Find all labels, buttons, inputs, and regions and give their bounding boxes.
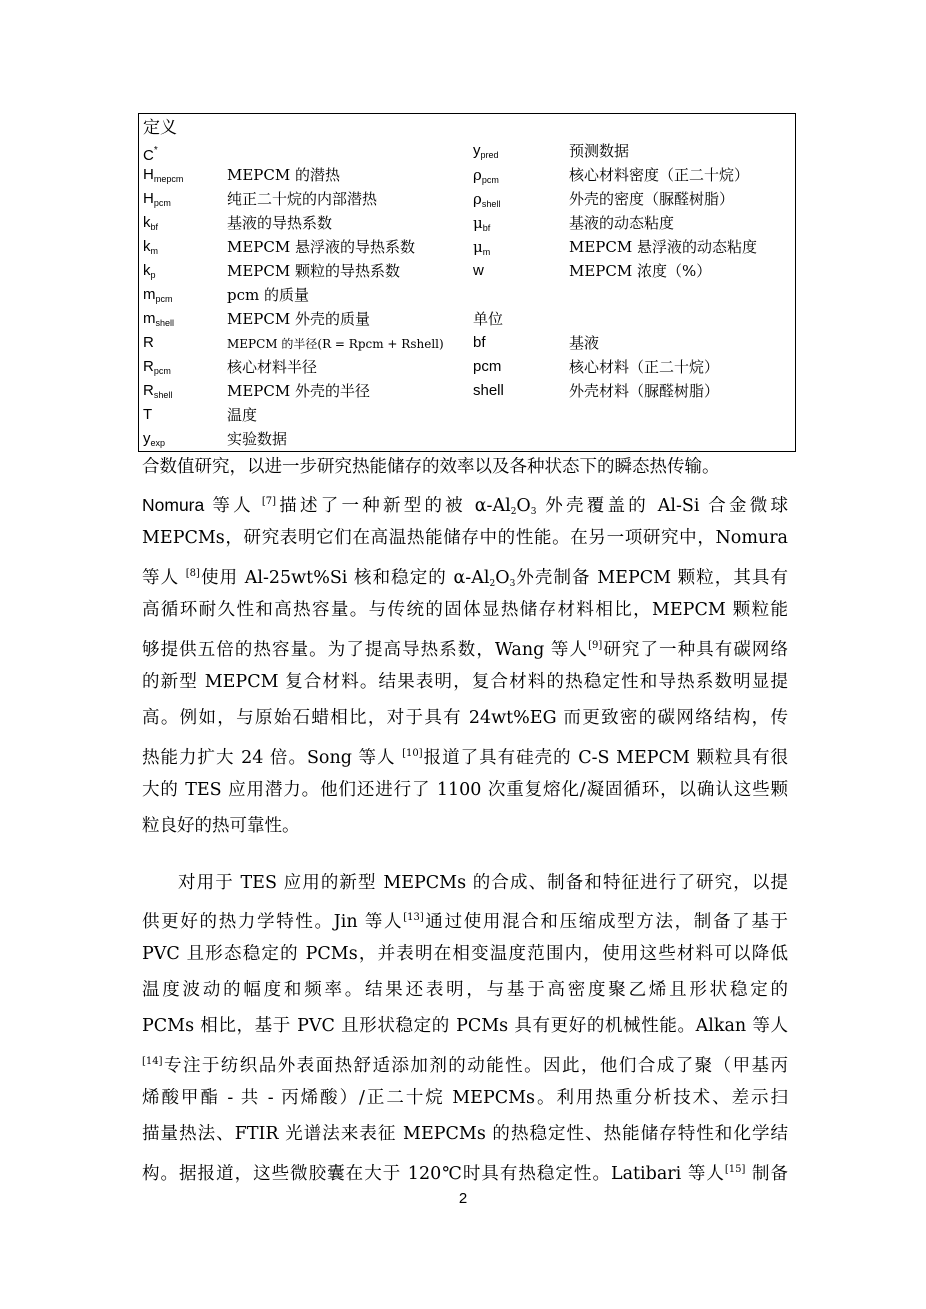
nom-description: 核心材料半径 bbox=[227, 358, 318, 376]
text-line: 热能力扩大 24 倍。Song 等人 [10]报道了具有硅壳的 C-S MEPCM 颗粒具有很 bbox=[142, 748, 788, 767]
nom-symbol: $\mu_m$ bbox=[473, 238, 491, 257]
text-line: 大的 TES 应用潜力。他们还进行了 1100 次重复熔化/凝固循环，以确认这些颗 bbox=[142, 780, 788, 800]
nom-symbol: $\rho_{pcm}$ bbox=[473, 166, 499, 185]
nom-symbol: $k_p$ bbox=[143, 262, 156, 280]
text-line: 等人 [8]使用 Al-25wt%Si 核和稳定的 $\alpha-Al_2O_3$外壳制备 MEPCM 颗粒，其具有 bbox=[142, 568, 788, 587]
nom-description: 外壳材料（脲醛树脂） bbox=[569, 382, 720, 400]
text-line: MEPCMs，研究表明它们在高温热能储存中的性能。在另一项研究中，Nomura bbox=[142, 528, 788, 548]
text-line: 高循环耐久性和高热容量。与传统的固体显热储存材料相比，MEPCM 颗粒能 bbox=[142, 600, 788, 620]
nom-symbol: $m_{pcm}$ bbox=[143, 286, 173, 304]
nom-symbol: $k_m$ bbox=[143, 238, 158, 256]
nom-symbol: $k_{bf}$ bbox=[143, 214, 159, 232]
citation: [8] bbox=[185, 568, 200, 579]
text-line: PCMs 相比，基于 PVC 且形状稳定的 PCMs 具有更好的机械性能。Alkan 等人 bbox=[142, 1016, 788, 1036]
nom-description: MEPCM 颗粒的导热系数 bbox=[227, 262, 401, 280]
page-number: 2 bbox=[458, 1190, 468, 1207]
nom-description: MEPCM 悬浮液的导热系数 bbox=[227, 238, 416, 256]
units-heading: 单位 bbox=[473, 310, 504, 328]
nom-symbol: pcm bbox=[473, 358, 502, 375]
nom-symbol: $H_{pcm}$ bbox=[143, 190, 171, 208]
text-line: 描量热法、FTIR 光谱法来表征 MEPCMs 的热稳定性、热能储存特性和化学结 bbox=[142, 1124, 788, 1144]
text-line: PVC 且形态稳定的 PCMs，并表明在相变温度范围内，使用这些材料可以降低 bbox=[142, 944, 788, 964]
text-line: 构。据报道，这些微胶囊在大于 120℃时具有热稳定性。Latibari 等人[15] 制备 bbox=[142, 1164, 788, 1183]
nom-symbol: $\mu_{bf}$ bbox=[473, 214, 491, 233]
nom-description: MEPCM 悬浮液的动态粘度 bbox=[569, 238, 758, 256]
nom-description: 核心材料密度（正二十烷） bbox=[569, 166, 750, 184]
nom-description: MEPCM 的潜热 bbox=[227, 166, 341, 184]
nom-description: 温度 bbox=[227, 406, 258, 424]
text-line: 烯酸甲酯 - 共 - 丙烯酸）/正二十烷 MEPCMs。利用热重分析技术、差示扫 bbox=[142, 1088, 788, 1108]
citation: [9] bbox=[588, 640, 603, 651]
nomenclature-table bbox=[138, 113, 796, 452]
nom-description: 基液的动态粘度 bbox=[569, 214, 675, 232]
nom-description: MEPCM 外壳的质量 bbox=[227, 310, 371, 328]
nom-symbol: R bbox=[143, 334, 154, 351]
nom-description: pcm 的质量 bbox=[227, 286, 309, 304]
nom-symbol: $H_{mepcm}$ bbox=[143, 166, 184, 184]
nom-symbol: $R_{shell}$ bbox=[143, 382, 173, 400]
text-line: 供更好的热力学特性。Jin 等人[13]通过使用混合和压缩成型方法，制备了基于 bbox=[142, 912, 788, 931]
nom-symbol: w bbox=[473, 262, 484, 279]
nom-description: 预测数据 bbox=[569, 142, 630, 160]
citation: [13] bbox=[403, 912, 424, 923]
nom-symbol: shell bbox=[473, 382, 504, 399]
nom-description: 基液的导热系数 bbox=[227, 214, 333, 232]
text-line: 够提供五倍的热容量。为了提高导热系数，Wang 等人[9]研究了一种具有碳网络 bbox=[142, 640, 788, 659]
nom-symbol: $m_{shell}$ bbox=[143, 310, 175, 328]
nom-symbol: $R_{pcm}$ bbox=[143, 358, 171, 376]
citation: [7] bbox=[261, 496, 277, 507]
text-line: 粒良好的热可靠性。 bbox=[142, 816, 300, 836]
nom-symbol: C* bbox=[143, 145, 158, 164]
text-line: Nomura 等人 [7]描述了一种新型的被 $\alpha-Al_2O_3$ 外壳覆盖的 Al-Si 合金微球 bbox=[142, 495, 788, 515]
nom-description: 基液 bbox=[569, 334, 600, 352]
text-line: [14]专注于纺织品外表面热舒适添加剂的动能性。因此，他们合成了聚（甲基丙 bbox=[142, 1056, 788, 1075]
citation: [14] bbox=[142, 1056, 163, 1067]
text-line: 对用于 TES 应用的新型 MEPCMs 的合成、制备和特征进行了研究，以提 bbox=[178, 873, 788, 893]
nom-description: 核心材料（正二十烷） bbox=[569, 358, 720, 376]
nom-description: MEPCM 外壳的半径 bbox=[227, 382, 371, 400]
nom-description: 外壳的密度（脲醛树脂） bbox=[569, 190, 735, 208]
nom-symbol: $\rho_{shell}$ bbox=[473, 190, 501, 209]
nom-description: MEPCM 的半径(R = Rpcm + Rshell) bbox=[227, 337, 444, 351]
text-line: 的新型 MEPCM 复合材料。结果表明，复合材料的热稳定性和导热系数明显提 bbox=[142, 672, 788, 692]
nom-description: 纯正二十烷的内部潜热 bbox=[227, 190, 378, 208]
nomenclature-heading: 定义 bbox=[143, 118, 177, 138]
citation: [10] bbox=[402, 748, 423, 759]
nom-description: MEPCM 浓度（%） bbox=[569, 262, 712, 280]
citation: [15] bbox=[724, 1164, 746, 1175]
nom-symbol: T bbox=[143, 406, 153, 423]
nom-symbol: $y_{exp}$ bbox=[143, 430, 166, 448]
text-line: 温度波动的幅度和频率。结果还表明，与基于高密度聚乙烯且形状稳定的 bbox=[142, 980, 788, 1000]
text-line: 高。例如，与原始石蜡相比，对于具有 24wt%EG 而更致密的碳网络结构，传 bbox=[142, 708, 788, 728]
nom-symbol: bf bbox=[473, 334, 486, 351]
nom-description: 实验数据 bbox=[227, 430, 288, 448]
text-line: 合数值研究，以进一步研究热能储存的效率以及各种状态下的瞬态热传输。 bbox=[142, 457, 720, 477]
nom-symbol: $y_{pred}$ bbox=[473, 142, 499, 160]
